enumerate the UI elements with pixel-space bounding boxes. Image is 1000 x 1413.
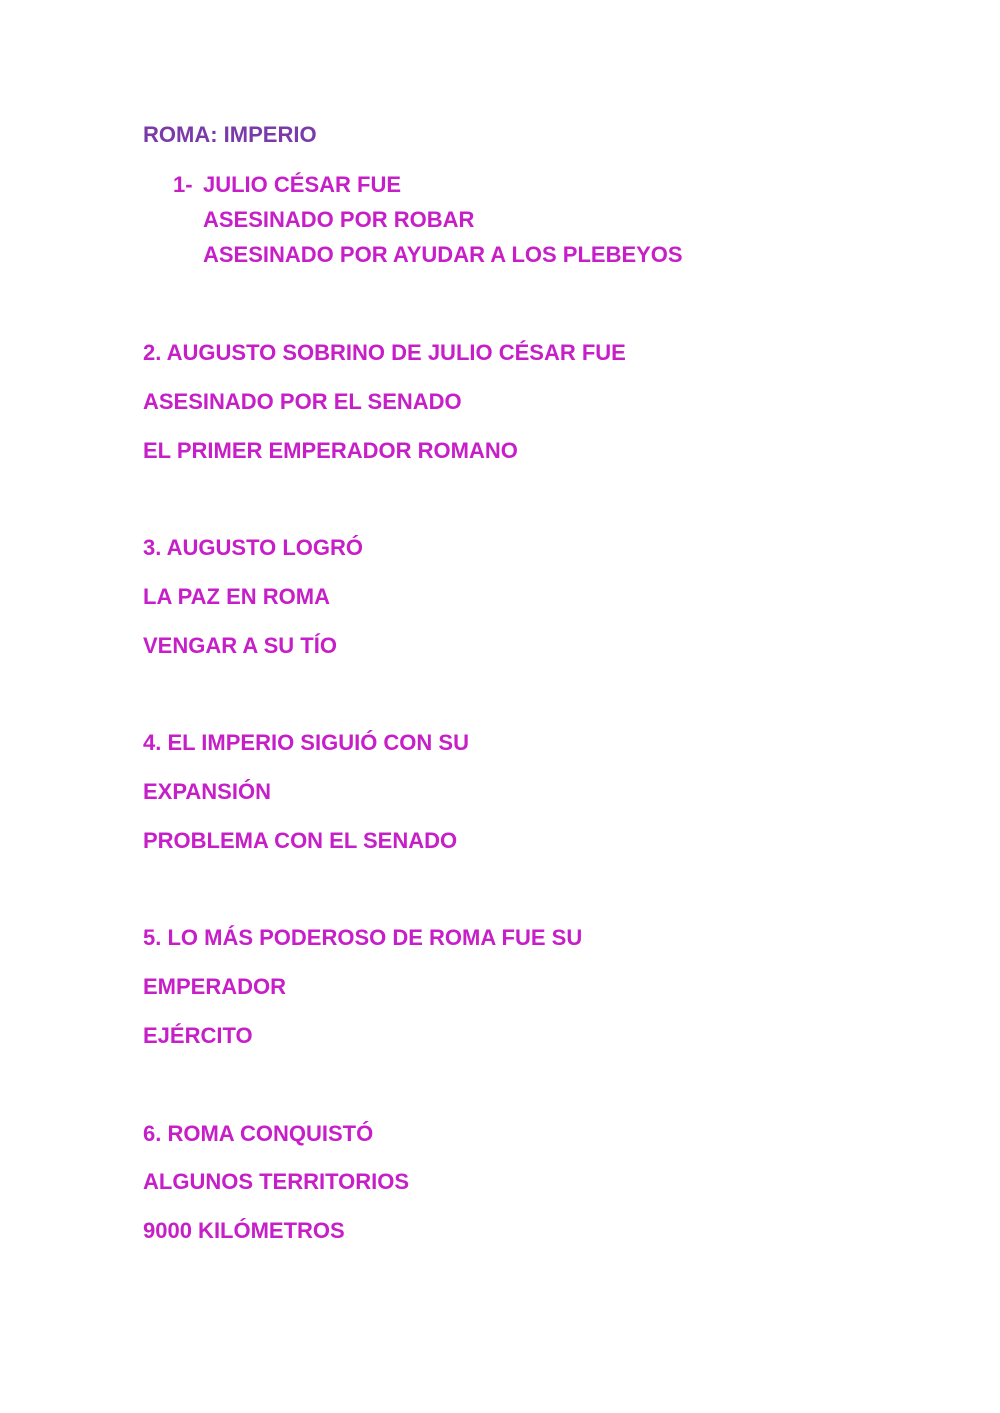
question-4-option-2: PROBLEMA CON EL SENADO: [143, 828, 458, 853]
question-1-option-2: ASESINADO POR AYUDAR A LOS PLEBEYOS: [203, 242, 683, 267]
question-4-option-1: EXPANSIÓN: [143, 779, 271, 804]
question-3-option-1: LA PAZ EN ROMA: [143, 584, 330, 609]
question-1-number: 1-: [173, 172, 193, 197]
page-title: ROMA: IMPERIO: [143, 122, 317, 147]
question-2-option-2: EL PRIMER EMPERADOR ROMANO: [143, 438, 518, 463]
question-1-option-1: ASESINADO POR ROBAR: [203, 207, 475, 232]
question-6-option-1: ALGUNOS TERRITORIOS: [143, 1169, 410, 1194]
question-6-option-2: 9000 KILÓMETROS: [143, 1218, 345, 1243]
question-3: 3. AUGUSTO LOGRÓ: [143, 535, 364, 560]
question-1-text: JULIO CÉSAR FUE: [203, 172, 402, 197]
question-4: 4. EL IMPERIO SIGUIÓ CON SU: [143, 730, 469, 755]
question-3-option-2: VENGAR A SU TÍO: [143, 633, 337, 658]
question-2: 2. AUGUSTO SOBRINO DE JULIO CÉSAR FUE: [143, 340, 626, 365]
question-5-option-2: EJÉRCITO: [143, 1023, 253, 1048]
question-5-option-1: EMPERADOR: [143, 974, 287, 999]
question-2-option-1: ASESINADO POR EL SENADO: [143, 389, 462, 414]
question-6: 6. ROMA CONQUISTÓ: [143, 1121, 374, 1146]
question-1: [173, 171, 401, 199]
question-5: 5. LO MÁS PODEROSO DE ROMA FUE SU: [143, 925, 583, 950]
